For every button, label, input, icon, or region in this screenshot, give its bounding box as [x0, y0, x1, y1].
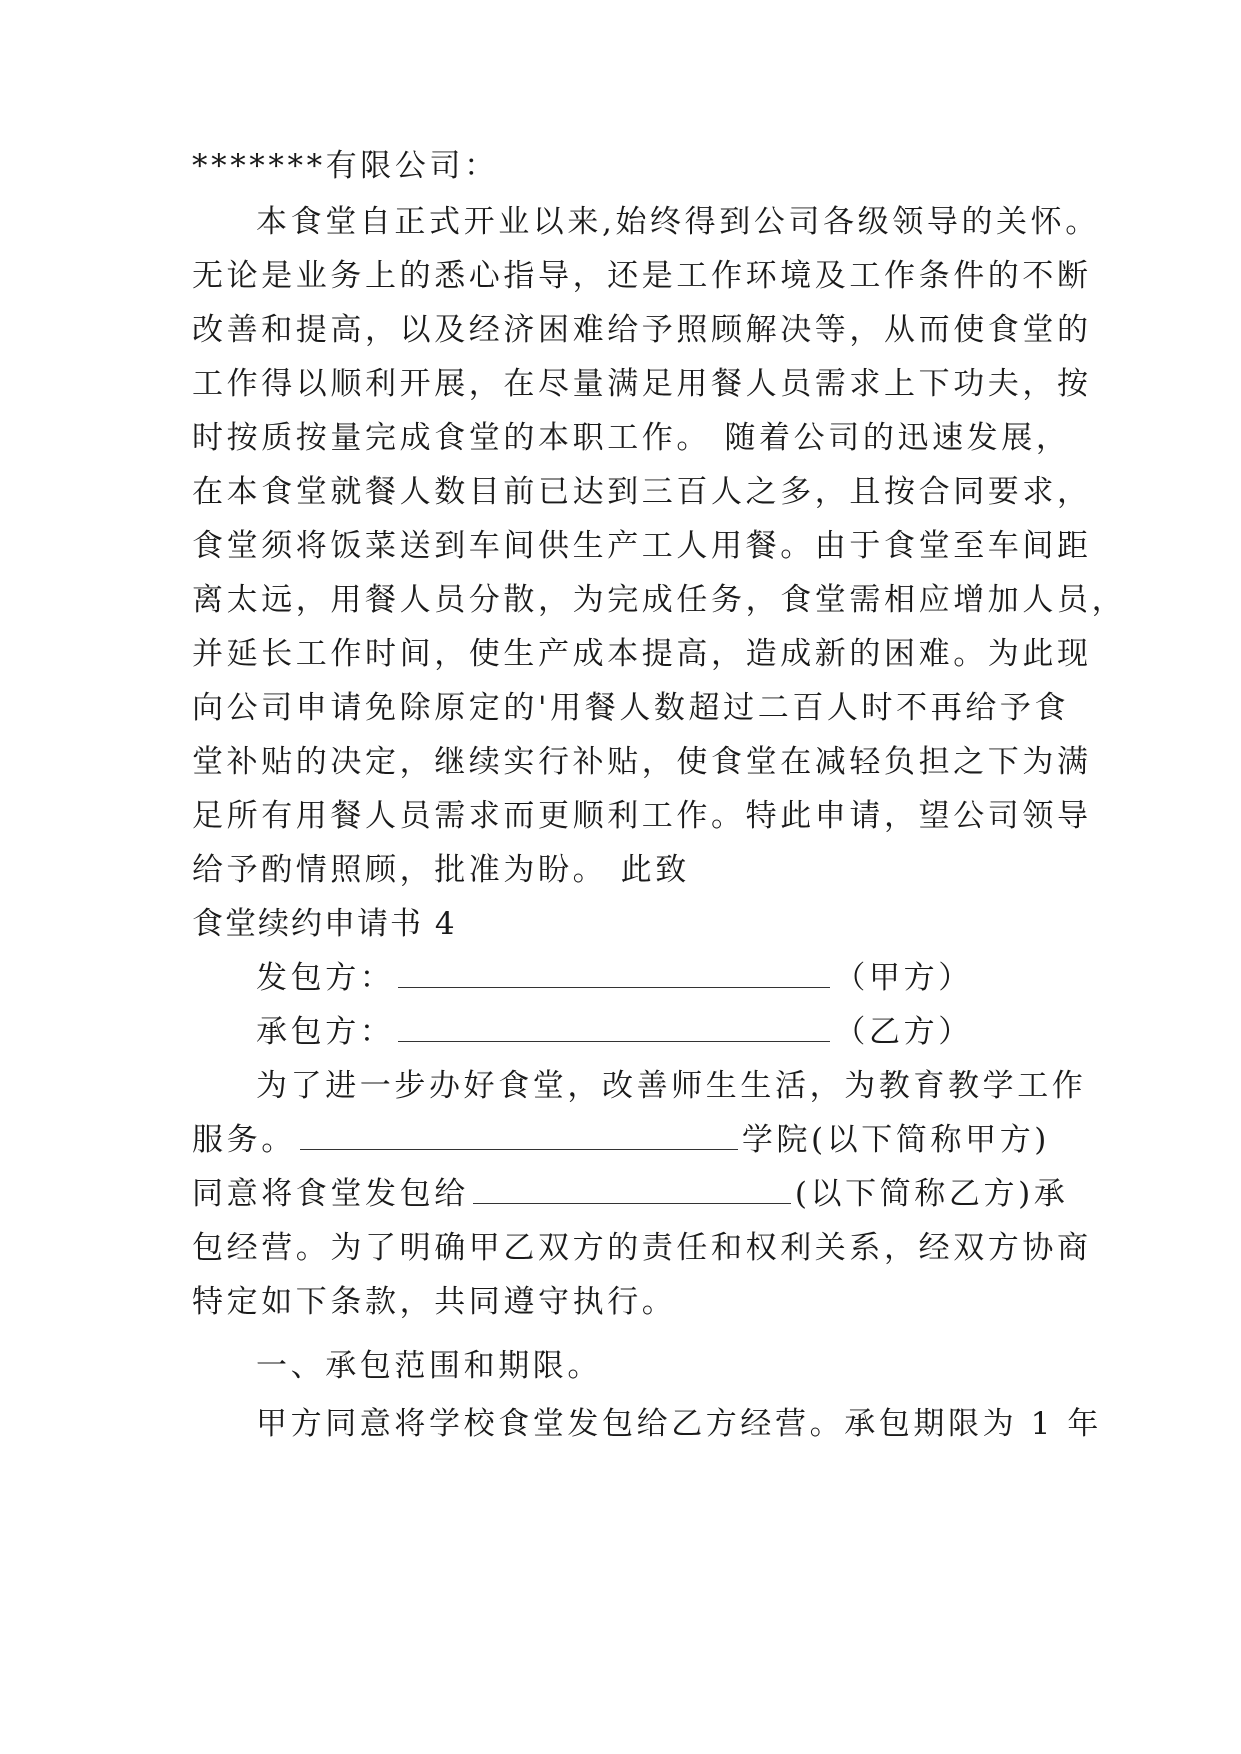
party-a-label: 发包方：: [256, 960, 395, 996]
letter-line: 给予酌情照顾，批准为盼。 此致: [192, 852, 690, 888]
intro-line-suffix: (以下简称乙方)承: [794, 1176, 1069, 1212]
intro-line-prefix: 服务。: [192, 1122, 296, 1158]
letter-line: 无论是业务上的悉心指导，还是工作环境及工作条件的不断: [192, 258, 1092, 294]
letter-line: 堂补贴的决定，继续实行补贴，使食堂在减轻负担之下为满: [192, 744, 1092, 780]
college-blank: [300, 1123, 738, 1150]
intro-line: 包经营。为了明确甲乙双方的责任和权利关系，经双方协商: [192, 1230, 1092, 1266]
letter-line: 本食堂自正式开业以来,始终得到公司各级领导的关怀。: [256, 204, 1100, 240]
intro-line-suffix: 学院(以下简称甲方): [741, 1122, 1050, 1158]
party-b-suffix: （乙方）: [834, 1014, 973, 1050]
clause-title: 一、承包范围和期限。: [256, 1348, 602, 1384]
party-b-blank: [398, 1015, 830, 1042]
letter-line: 离太远，用餐人员分散，为完成任务，食堂需相应增加人员，: [192, 582, 1127, 618]
party-a-row: [256, 958, 973, 998]
party-a-suffix: （甲方）: [834, 960, 973, 996]
letter-line: 向公司申请免除原定的'用餐人数超过二百人时不再给予食: [192, 690, 1070, 726]
party-b-row: [256, 1012, 973, 1052]
letter-line: 足所有用餐人员需求而更顺利工作。特此申请，望公司领导: [192, 798, 1092, 834]
party-a-blank: [398, 961, 830, 988]
contractor-blank: [473, 1177, 791, 1204]
intro-line: 特定如下条款，共同遵守执行。: [192, 1284, 677, 1320]
section-title: 食堂续约申请书 4: [192, 906, 457, 942]
intro-line: 为了进一步办好食堂，改善师生生活，为教育教学工作: [256, 1068, 1087, 1104]
intro-line-prefix: 同意将食堂发包给: [192, 1176, 469, 1212]
intro-line: [192, 1120, 1050, 1160]
intro-line: [192, 1174, 1068, 1214]
letter-line: 改善和提高，以及经济困难给予照顾解决等，从而使食堂的: [192, 312, 1092, 348]
letter-line: 食堂须将饭菜送到车间供生产工人用餐。由于食堂至车间距: [192, 528, 1092, 564]
salutation: *******有限公司：: [192, 148, 499, 184]
party-b-label: 承包方：: [256, 1014, 395, 1050]
clause-text: 甲方同意将学校食堂发包给乙方经营。承包期限为 1 年: [256, 1406, 1103, 1442]
letter-line: 时按质按量完成食堂的本职工作。 随着公司的迅速发展，: [192, 420, 1071, 456]
letter-line: 并延长工作时间，使生产成本提高，造成新的困难。为此现: [192, 636, 1092, 672]
letter-line: 在本食堂就餐人数目前已达到三百人之多，且按合同要求，: [192, 474, 1092, 510]
letter-line: 工作得以顺利开展，在尽量满足用餐人员需求上下功夫，按: [192, 366, 1092, 402]
